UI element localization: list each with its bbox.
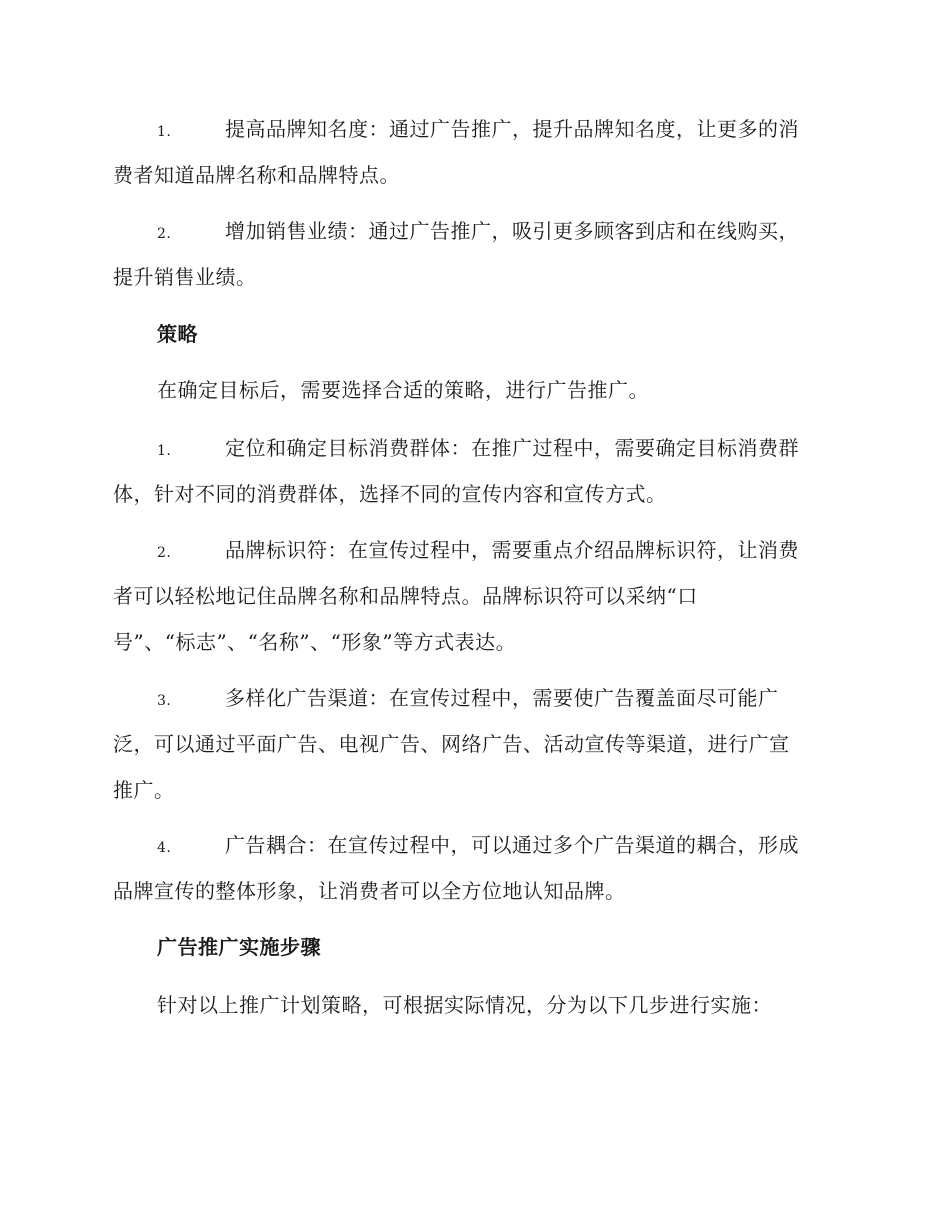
- list-text-line: 提高品牌知名度：通过广告推广，提升品牌知名度，让更多的消: [225, 117, 799, 141]
- list-text-line: 多样化广告渠道：在宣传过程中，需要使广告覆盖面尽可能广: [225, 686, 779, 710]
- list-number: 2.: [157, 226, 172, 242]
- goal-item-2: [113, 208, 833, 300]
- list-number: 1.: [157, 124, 172, 140]
- list-text-line: 品牌标识符：在宣传过程中，需要重点介绍品牌标识符，让消费: [225, 538, 799, 562]
- section-heading-strategy: 策略: [157, 322, 198, 346]
- strategy-item-3: [113, 675, 833, 813]
- list-number: 4.: [157, 840, 172, 856]
- list-number: 2.: [157, 545, 172, 561]
- list-text-line: 泛，可以通过平面广告、电视广告、网络广告、活动宣传等渠道，进行广宣: [113, 732, 790, 756]
- list-text-line: 品牌宣传的整体形象，让消费者可以全方位地认知品牌。: [113, 879, 626, 903]
- strategy-item-1: [113, 425, 833, 517]
- strategy-intro-paragraph: 在确定目标后，需要选择合适的策略，进行广告推广。: [157, 378, 649, 402]
- steps-intro-paragraph: 针对以上推广计划策略，可根据实际情况，分为以下几步进行实施：: [157, 993, 772, 1017]
- section-heading-steps: 广告推广实施步骤: [157, 935, 321, 959]
- list-text-line: 号”、“标志”、“名称”、“形象”等方式表达。: [113, 630, 517, 654]
- list-text-line: 体，针对不同的消费群体，选择不同的宣传内容和宣传方式。: [113, 482, 667, 506]
- strategy-item-2: [113, 527, 833, 665]
- list-text-line: 增加销售业绩：通过广告推广，吸引更多顾客到店和在线购买，: [225, 219, 799, 243]
- list-text-line: 定位和确定目标消费群体：在推广过程中，需要确定目标消费群: [225, 436, 799, 460]
- list-text-line: 推广。: [113, 778, 175, 802]
- list-number: 1.: [157, 443, 172, 459]
- strategy-item-4: [113, 822, 833, 914]
- list-text-line: 提升销售业绩。: [113, 265, 257, 289]
- list-text-line: 者可以轻松地记住品牌名称和品牌特点。品牌标识符可以采纳“口: [113, 584, 698, 608]
- list-number: 3.: [157, 693, 172, 709]
- list-text-line: 费者知道品牌名称和品牌特点。: [113, 163, 400, 187]
- goal-item-1: [113, 106, 833, 198]
- list-text-line: 广告耦合：在宣传过程中，可以通过多个广告渠道的耦合，形成: [225, 833, 799, 857]
